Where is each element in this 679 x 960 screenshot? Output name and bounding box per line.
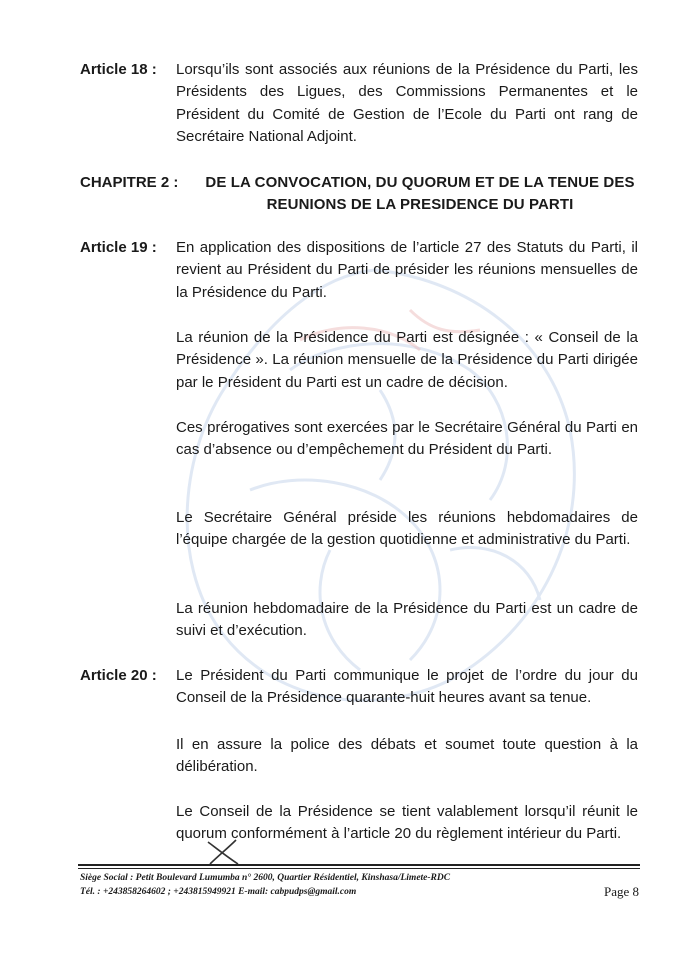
article-19-paragraph-2: La réunion de la Présidence du Parti est désignée : « Conseil de la Présidence ». La réunion mensuelle de la Présidence du Parti dirigée par le Président du Parti est un cadre de décision. [176,329,638,391]
article-19-paragraph-3: Ces prérogatives sont exercées par le Secrétaire Général du Parti en cas d’absence ou d’empêchement du Président du Parti. [176,419,638,459]
article-20-label: Article 20 : [80,667,157,684]
article-20-paragraph-3: Le Conseil de la Présidence se tient valablement lorsqu’il réunit le quorum conformément à l’article 20 du règlement intérieur du Parti. [176,803,638,843]
article-19-paragraph-1: En application des dispositions de l’article 27 des Statuts du Parti, il revient au Président du Parti de présider les réunions mensuelles de la Présidence du Parti. [176,239,638,301]
footer-address: Siège Social : Petit Boulevard Lumumba n° 2600, Quartier Résidentiel, Kinshasa/Limete-RDC [80,873,451,883]
article-19-paragraph-5: La réunion hebdomadaire de la Présidence du Parti est un cadre de suivi et d’exécution. [176,600,638,640]
party-emblem-watermark [150,250,600,730]
article-20-paragraph-2: Il en assure la police des débats et soumet toute question à la délibération. [176,736,638,776]
article-19-label: Article 19 : [80,239,157,256]
chapter-2-label: CHAPITRE 2 : [80,174,179,191]
article-20-paragraph-1: Le Président du Parti communique le projet de l’ordre du jour du Conseil de la Présidence quarante-huit heures avant sa tenue. [176,667,638,707]
article-19-paragraph-4: Le Secrétaire Général préside les réunions hebdomadaires de l’équipe chargée de la gestion quotidienne et administrative du Parti. [176,509,638,549]
page-number: Page 8 [603,884,639,899]
footer-rule-thick [78,864,640,866]
article-18-label: Article 18 : [80,61,157,78]
footer-contacts: Tél. : +243858264602 ; +243815949921 E-mail: cabpudps@gmail.com [80,887,357,897]
chapter-2-title: DE LA CONVOCATION, DU QUORUM ET DE LA TENUE DES REUNIONS DE LA PRESIDENCE DU PARTI [205,174,635,213]
footer-rule-thin [78,868,640,869]
article-18-paragraph: Lorsqu’ils sont associés aux réunions de la Présidence du Parti, les Présidents des Ligues, des Commissions Permanentes et le Président du Comité de Gestion de l’Ecole du Parti ont rang de Secrétaire National Adjoint. [176,61,638,145]
handwritten-initial-mark [206,838,240,866]
